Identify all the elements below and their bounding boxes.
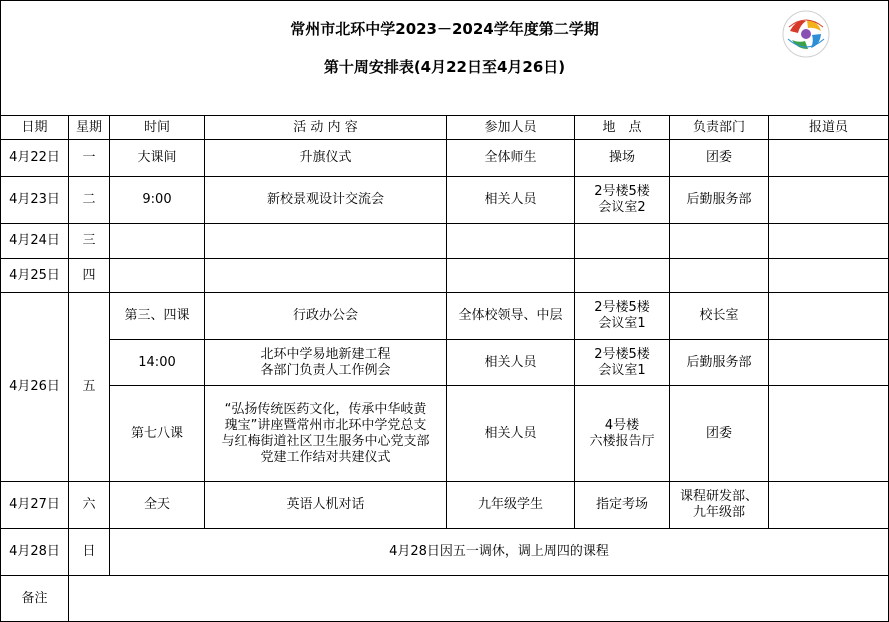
row-date: 4月27日 [1,482,69,529]
table-row [1,140,889,177]
row-time [110,259,205,293]
row-weekday: 六 [69,482,110,529]
row-activity: 英语人机对话 [205,482,447,529]
row-date: 4月22日 [1,140,69,177]
header-date: 日期 [1,116,69,140]
row-date: 4月28日 [1,529,69,576]
row-time: 14:00 [110,340,205,386]
title-cell [1,1,889,116]
row-department: 后勤服务部 [670,340,769,386]
row-location: 指定考场 [575,482,670,529]
row-department: 校长室 [670,293,769,340]
remarks-label: 备注 [1,576,69,622]
row-time: 第七八课 [110,386,205,482]
row-location: 2号楼5楼 会议室2 [575,177,670,224]
title-line-2: 第十周安排表(4月22日至4月26日) [323,58,566,76]
row-time: 大课间 [110,140,205,177]
header-weekday: 星期 [69,116,110,140]
row-department [670,259,769,293]
row-weekday: 五 [69,293,110,482]
table-row [1,529,889,576]
row-date: 4月23日 [1,177,69,224]
row-time: 9:00 [110,177,205,224]
header-participants: 参加人员 [447,116,575,140]
row-department: 团委 [670,140,769,177]
row-department: 课程研发部、 九年级部 [670,482,769,529]
row-time [110,224,205,259]
table-row [1,177,889,224]
row-activity: 升旗仪式 [205,140,447,177]
row-reporter [769,482,889,529]
row-note: 4月28日因五一调休，调上周四的课程 [110,529,889,576]
row-participants: 相关人员 [447,386,575,482]
row-participants: 相关人员 [447,177,575,224]
header-time: 时间 [110,116,205,140]
row-weekday: 二 [69,177,110,224]
row-date: 4月25日 [1,259,69,293]
row-reporter [769,259,889,293]
row-activity: “弘扬传统医药文化，传承中华岐黄 瑰宝”讲座暨常州市北环中学党总支 与红梅街道社区卫生服务中心党支部 党建工作结对共建仪式 [205,386,447,482]
row-location [575,259,670,293]
row-participants: 全体校领导、中层 [447,293,575,340]
remarks-row [1,576,889,622]
row-participants: 九年级学生 [447,482,575,529]
header-location: 地 点 [575,116,670,140]
row-activity: 行政办公会 [205,293,447,340]
header-reporter: 报道员 [769,116,889,140]
row-date: 4月26日 [1,293,69,482]
row-time: 第三、四课 [110,293,205,340]
table-row [1,259,889,293]
title-row [1,1,889,116]
row-activity [205,224,447,259]
row-weekday: 日 [69,529,110,576]
row-location: 2号楼5楼 会议室1 [575,293,670,340]
row-activity [205,259,447,293]
row-location: 4号楼 六楼报告厅 [575,386,670,482]
row-reporter [769,140,889,177]
row-department: 后勤服务部 [670,177,769,224]
row-time: 全天 [110,482,205,529]
row-reporter [769,224,889,259]
row-department: 团委 [670,386,769,482]
row-participants: 相关人员 [447,340,575,386]
row-weekday: 一 [69,140,110,177]
header-row [1,116,889,140]
row-participants [447,259,575,293]
row-participants: 全体师生 [447,140,575,177]
table-row [1,386,889,482]
row-reporter [769,293,889,340]
row-location [575,224,670,259]
table-row [1,293,889,340]
row-location: 2号楼5楼 会议室1 [575,340,670,386]
header-activity: 活 动 内 容 [205,116,447,140]
row-date: 4月24日 [1,224,69,259]
remarks-content [69,576,889,622]
title-line-1: 常州市北环中学2023－2024学年度第二学期 [290,20,599,38]
table-row [1,340,889,386]
header-department: 负责部门 [670,116,769,140]
row-weekday: 三 [69,224,110,259]
row-reporter [769,177,889,224]
row-location: 操场 [575,140,670,177]
row-weekday: 四 [69,259,110,293]
row-participants [447,224,575,259]
school-logo-icon [780,9,832,59]
row-reporter [769,340,889,386]
row-activity: 北环中学易地新建工程 各部门负责人工作例会 [205,340,447,386]
table-row [1,224,889,259]
table-row [1,482,889,529]
row-department [670,224,769,259]
row-reporter [769,386,889,482]
row-activity: 新校景观设计交流会 [205,177,447,224]
